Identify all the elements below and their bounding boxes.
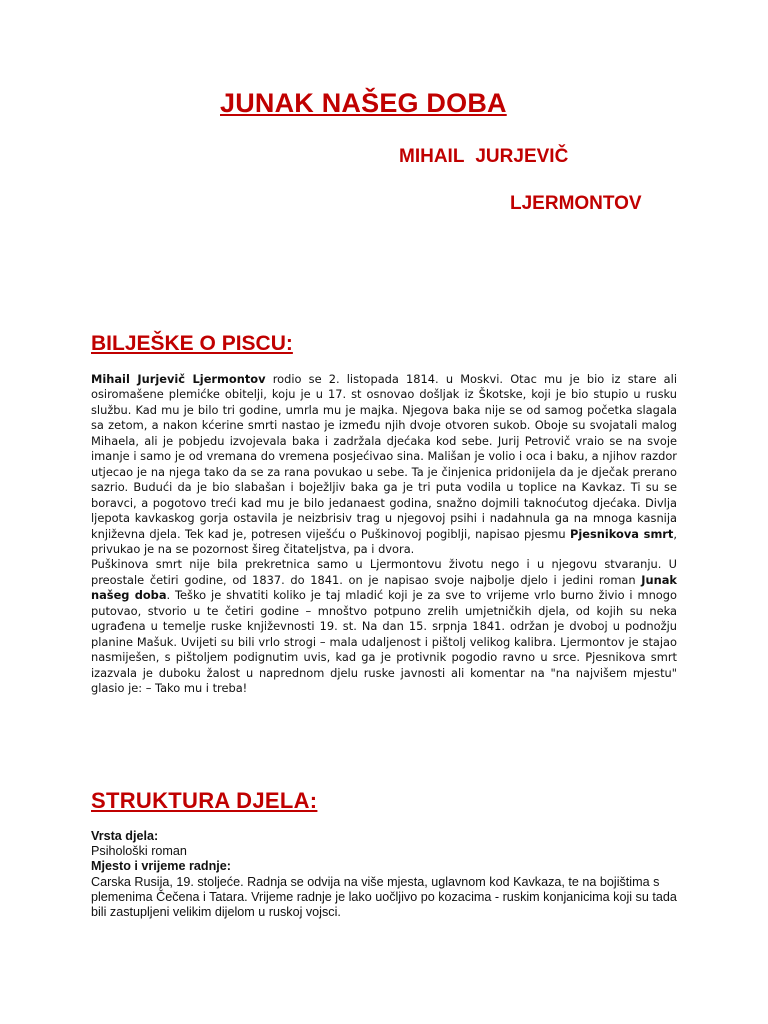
bio-paragraph-2 bbox=[91, 557, 677, 696]
structure-heading: STRUKTURA DJELA: bbox=[91, 788, 318, 813]
genre-label: Vrsta djela: bbox=[91, 829, 159, 843]
bio-text-2b: . Teško je shvatiti koliko je taj mladić koji je za sve to vrijeme vrlo burno živio i mnogo putovao, stvorio u te četiri godine – mnoštvo potpuno zrelih umjetničkih djela, od kojih su neka ugrađena u temelje ruske književnosti 19. st. Na dan 15. srpnja 1841. održan je dvoboj u podnožju planine Mašuk. Uvijeti su bili vrlo strogi – mala udaljenost i pištolj velikog kalibra. Ljermontov je stajao nasmiješen, s pištoljem podignutim uvis, kad ga je protivnik pogodio ravno u srce. Pjesnikova smrt izazvala je duboku žalost u naprednom djelu ruske javnosti ali komentar na "na najvišem mjestu" glasio je: – Tako mu i treba! bbox=[91, 588, 677, 696]
bio-section bbox=[91, 372, 677, 697]
bio-text-1b: , privukao je na se pozornost šireg čitateljstva, pa i dvora. bbox=[91, 526, 677, 556]
author-name-line2: LJERMONTOV bbox=[510, 193, 642, 214]
document-title: JUNAK NAŠEG DOBA bbox=[220, 88, 507, 118]
setting-value: Carska Rusija, 19. stoljeće. Radnja se odvija na više mjesta, uglavnom kod Kavkaza, te na bojištima s plemenima Čečena i Tatara. Vrijeme radnje je lako uočljivo po kozacima - ruskim konjanicima koji su tada bili zastupljeni velikim dijelom u ruskoj vojsci. bbox=[91, 874, 677, 920]
novel-title-bold: Junak našeg doba bbox=[91, 572, 677, 603]
setting-label: Mjesto i vrijeme radnje: bbox=[91, 859, 231, 874]
structure-section bbox=[91, 829, 691, 920]
bio-text-1a: rodio se 2. listopada 1814. u Moskvi. Otac mu je bio iz stare ali osiromašene plemićke obitelji, koju je u 17. st osnovao došljak iz Škotske, koji je bio stupio u rusku službu. Kad mu je bilo tri godine, umrla mu je majka. Njegova baka nije se od samog početka slagala sa zetom, a nakon kćerine smrti nastao je između njih dvoje otvoren sukob. Oboje su svojatali malog Mihaela, ali je pobjedu izvojevala baka i zadržala djećaka kod sebe. Jurij Petrovič vraio se na svoje imanje i samo je od vremana do vremena posjećivao sina. Mališan je volio i oca i baku, a njihov razdor utjecao je na njega tako da se za rana povukao u sebe. Ta je činjenica pridonijela da je dječak prerano sazrio. Budući da je bio slabašan i boježljiv baka ga je tri puta vodila u toplice na Kavkaz. Ti su se boravci, a pogotovo treći kad mu je bilo jedanaest godina, snažno dojmili taknoćutog djećaka. Divlja ljepota kavkaskog gorja ostavila je neizbrisiv trag u njegovoj psihi i nadahnula ga na mnoga kasnija književna djela. Tek kad je, potresen viješću o Puškinovoj pogiblji, napisao pjesmu bbox=[91, 372, 677, 541]
bio-paragraph-1 bbox=[91, 372, 677, 557]
genre-value: Psihološki roman bbox=[91, 844, 187, 859]
poem-title-bold: Pjesnikova smrt bbox=[569, 526, 674, 541]
author-name-line1: MIHAIL JURJEVIČ bbox=[399, 146, 569, 167]
author-name-bold: Mihail Jurjevič Ljermontov bbox=[91, 372, 266, 386]
bio-text-2a: Puškinova smrt nije bila prekretnica samo u Ljermontovu životu nego i u njegovu stvaranju. U preostale četiri godine, od 1837. do 1841. on je napisao svoje najbolje djelo i jedini roman bbox=[91, 557, 677, 587]
bio-heading: BILJEŠKE O PISCU: bbox=[91, 332, 293, 355]
